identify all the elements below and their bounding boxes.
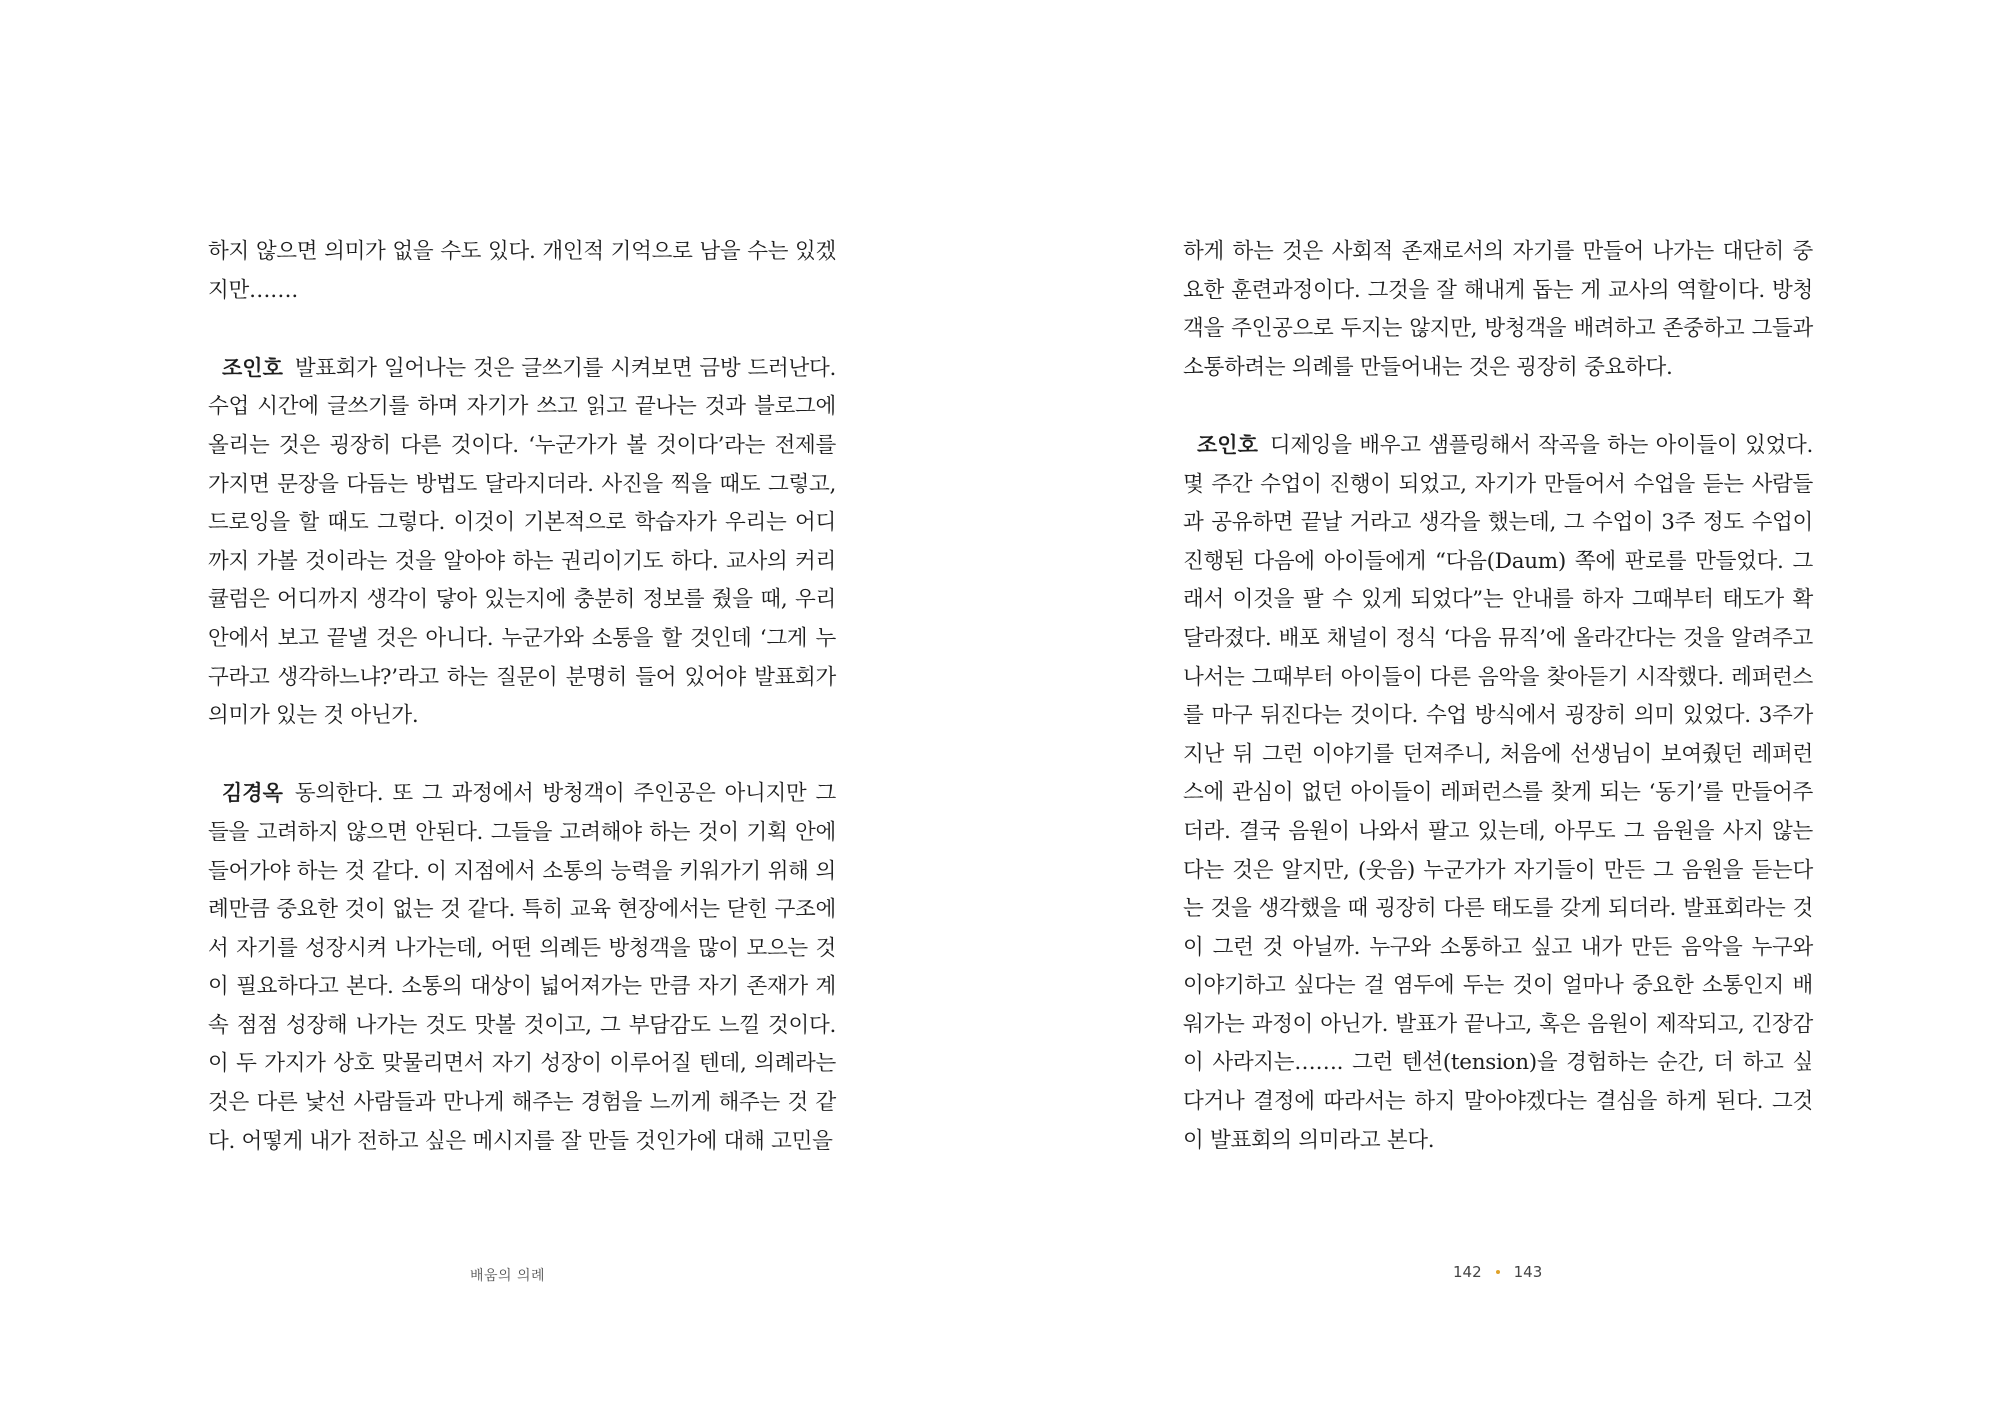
left-text-column	[208, 233, 836, 1200]
speaker-name: 김경옥	[222, 781, 283, 806]
paragraph-text: 하지 않으면 의미가 없을 수도 있다. 개인적 기억으로 남을 수는 있겠지만…….	[208, 239, 836, 303]
paragraph-text: 발표회가 일어나는 것은 글쓰기를 시켜보면 금방 드러난다. 수업 시간에 글쓰기를 하며 자기가 쓰고 읽고 끝나는 것과 블로그에 올리는 것은 굉장히 다른 것이다. ‘누군가가 볼 것이다’라는 전제를 가지면 문장을 다듬는 방법도 달라지더라. 사진을 찍을 때도 그렇고, 드로잉을 할 때도 그렇다. 이것이 기본적으로 학습자가 우리는 어디까지 가볼 것이라는 것을 알아야 하는 권리이기도 하다. 교사의 커리큘럼은 어디까지 생각이 닿아 있는지에 충분히 정보를 줬을 때, 우리 안에서 보고 끝낼 것은 아니다. 누군가와 소통을 할 것인데 ‘그게 누구라고 생각하느냐?’라고 하는 질문이 분명히 들어 있어야 발표회가 의미가 있는 것 아닌가.	[208, 355, 836, 729]
left-paragraph-continued	[208, 233, 836, 310]
running-footer-book-title: 배움의 의례	[470, 1268, 546, 1284]
speaker-name: 조인호	[1197, 432, 1258, 457]
right-paragraph-joinho	[1183, 426, 1813, 1160]
paragraph-text: 하게 하는 것은 사회적 존재로서의 자기를 만들어 나가는 대단히 중요한 훈련과정이다. 그것을 잘 해내게 돕는 게 교사의 역할이다. 방청객을 주인공으로 두지는 않지만, 방청객을 배려하고 존중하고 그들과 소통하려는 의례를 만들어내는 것은 굉장히 중요하다.	[1183, 239, 1813, 380]
left-paragraph-joinho	[208, 349, 836, 736]
right-page-number: 143	[1513, 1263, 1543, 1281]
paragraph-text: 동의한다. 또 그 과정에서 방청객이 주인공은 아니지만 그들을 고려하지 않으면 안된다. 그들을 고려해야 하는 것이 기획 안에 들어가야 하는 것 같다. 이 지점에서 소통의 능력을 키워가기 위해 의례만큼 중요한 것이 없는 것 같다. 특히 교육 현장에서는 닫힌 구조에서 자기를 성장시켜 나가는데, 어떤 의례든 방청객을 많이 모으는 것이 필요하다고 본다. 소통의 대상이 넓어져가는 만큼 자기 존재가 계속 점점 성장해 나가는 것도 맛볼 것이고, 그 부담감도 느낄 것이다. 이 두 가지가 상호 맞물리면서 자기 성장이 이루어질 텐데, 의례라는 것은 다른 낯선 사람들과 만나게 해주는 경험을 느끼게 해주는 것 같다. 어떻게 내가 전하고 싶은 메시지를 잘 만들 것인가에 대해 고민을	[208, 781, 836, 1154]
right-text-column	[1183, 233, 1813, 1199]
paragraph-text: 디제잉을 배우고 샘플링해서 작곡을 하는 아이들이 있었다. 몇 주간 수업이 진행이 되었고, 자기가 만들어서 수업을 듣는 사람들과 공유하면 끝날 거라고 생각을 했는데, 그 수업이 3주 정도 수업이 진행된 다음에 아이들에게 “다음(Daum) 쪽에 판로를 만들었다. 그래서 이것을 팔 수 있게 되었다”는 안내를 하자 그때부터 태도가 확 달라졌다. 배포 채널이 정식 ‘다음 뮤직’에 올라간다는 것을 알려주고 나서는 그때부터 아이들이 다른 음악을 찾아듣기 시작했다. 레퍼런스를 마구 뒤진다는 것이다. 수업 방식에서 굉장히 의미 있었다. 3주가 지난 뒤 그런 이야기를 던져주니, 처음에 선생님이 보여줬던 레퍼런스에 관심이 없던 아이들이 레퍼런스를 찾게 되는 ‘동기’를 만들어주더라. 결국 음원이 나와서 팔고 있는데, 아무도 그 음원을 사지 않는다는 것은 알지만, (웃음) 누군가가 자기들이 만든 그 음원을 듣는다는 것을 생각했을 때 굉장히 다른 태도를 갖게 되더라. 발표회라는 것이 그런 것 아닐까. 누구와 소통하고 싶고 내가 만든 음악을 누구와 이야기하고 싶다는 걸 염두에 두는 것이 얼마나 중요한 소통인지 배워가는 과정이 아닌가. 발표가 끝나고, 혹은 음원이 제작되고, 긴장감이 사라지는……. 그런 텐션(tension)을 경험하는 순간, 더 하고 싶다거나 결정에 따라서는 하지 말아야겠다는 결심을 하게 된다. 그것이 발표회의 의미라고 본다.	[1183, 432, 1813, 1153]
left-paragraph-kimkyungok	[208, 774, 836, 1161]
folio-dot-icon	[1496, 1270, 1500, 1274]
left-page-number: 142	[1453, 1263, 1482, 1281]
page-numbers	[1453, 1263, 1542, 1281]
right-paragraph-continued	[1183, 233, 1813, 387]
right-page	[1000, 0, 2000, 1413]
speaker-name: 조인호	[222, 355, 283, 380]
